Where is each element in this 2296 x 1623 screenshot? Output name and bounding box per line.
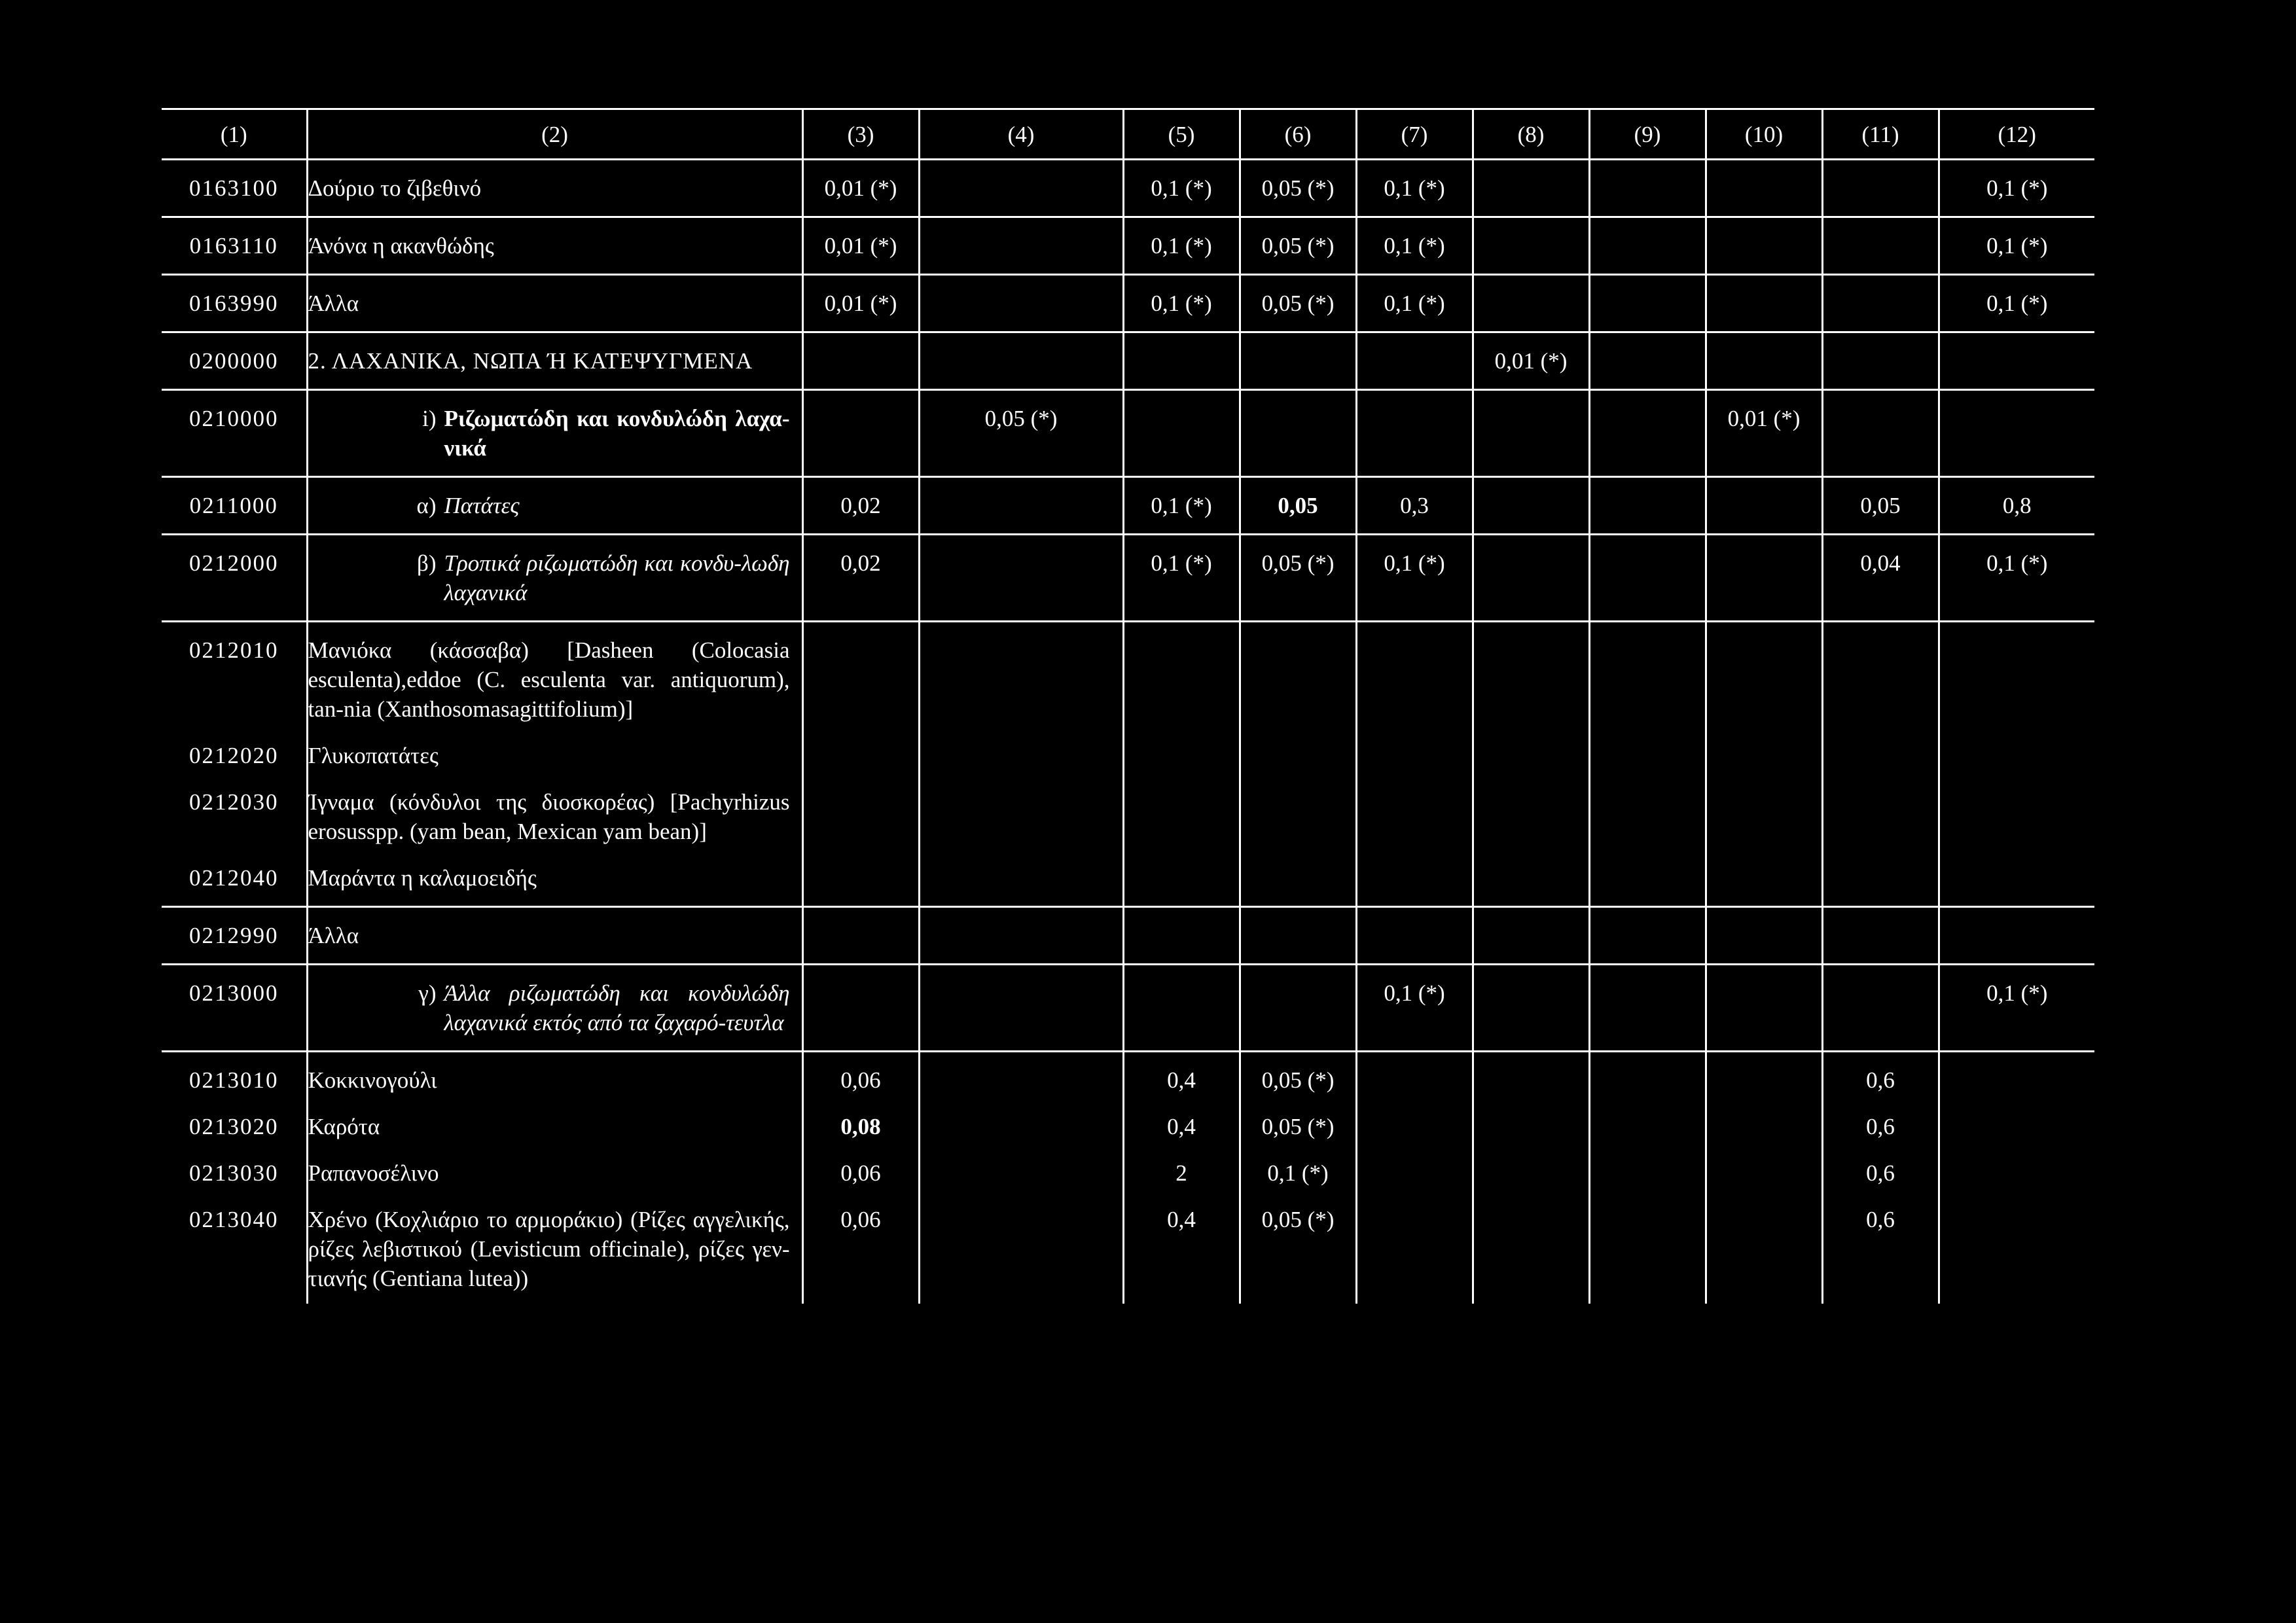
cell-value <box>1822 907 1939 965</box>
cell-value <box>1939 850 2094 907</box>
cell-value <box>1356 907 1473 965</box>
cell-value <box>802 965 919 1052</box>
cell-value: 0,1 (*) <box>1123 275 1240 332</box>
header-row <box>162 109 2094 160</box>
cell-value <box>1240 332 1356 390</box>
row-code: 0213020 <box>189 1114 279 1139</box>
column-header: (8) <box>1473 109 1589 160</box>
cell-value: 0,1 (*) <box>1123 217 1240 275</box>
cell-value: 0,06 <box>802 1192 919 1304</box>
cell-value <box>1822 390 1939 477</box>
cell-value <box>1822 965 1939 1052</box>
cell-value <box>1473 1099 1589 1145</box>
cell-value: 0,6 <box>1822 1145 1939 1192</box>
row-description: Ραπανοσέλινο <box>307 1145 802 1192</box>
table-row <box>162 728 2094 774</box>
cell-value <box>1939 390 2094 477</box>
cell-value <box>1939 907 2094 965</box>
cell-value <box>1589 390 1706 477</box>
cell-value <box>1240 850 1356 907</box>
cell-value: 0,1 (*) <box>1939 275 2094 332</box>
cell-value <box>1589 850 1706 907</box>
row-code: 0212000 <box>162 535 307 622</box>
row-description <box>307 390 802 477</box>
cell-value <box>1123 774 1240 850</box>
cell-value <box>1589 622 1706 728</box>
cell-value: 0,02 <box>802 477 919 535</box>
cell-value <box>1473 850 1589 907</box>
row-code: 0163100 <box>162 160 307 217</box>
table-row <box>162 1145 2094 1192</box>
cell-value <box>1706 1099 1822 1145</box>
cell-value <box>1706 1052 1822 1099</box>
cell-value <box>802 728 919 774</box>
column-header: (5) <box>1123 109 1240 160</box>
cell-value <box>1589 907 1706 965</box>
row-description: Μανιόκα (κάσσαβα) [Dasheen (Colocasia esculenta),eddoe (C. esculenta var. antiquorum), tan-nia (Xanthosomasagittifolium)] <box>307 622 802 728</box>
column-header: (4) <box>919 109 1123 160</box>
cell-value <box>1706 332 1822 390</box>
subsection-title: Ριζωματώδη και κονδυλώδη λαχα-νικά <box>444 406 790 461</box>
cell-value: 0,01 (*) <box>1473 332 1589 390</box>
cell-value <box>1123 622 1240 728</box>
cell-value <box>1356 622 1473 728</box>
section-number: 2. <box>308 348 327 374</box>
cell-value <box>919 850 1123 907</box>
cell-value <box>1939 1099 2094 1145</box>
column-header: (11) <box>1822 109 1939 160</box>
cell-value <box>1939 332 2094 390</box>
cell-value <box>1589 1052 1706 1099</box>
cell-value <box>1123 390 1240 477</box>
cell-value <box>1706 728 1822 774</box>
cell-value: 0,4 <box>1123 1099 1240 1145</box>
cell-value <box>919 160 1123 217</box>
cell-value <box>1822 850 1939 907</box>
cell-value <box>1822 774 1939 850</box>
cell-value <box>1473 965 1589 1052</box>
cell-value <box>1123 850 1240 907</box>
cell-value <box>1706 850 1822 907</box>
cell-value <box>802 774 919 850</box>
cell-value <box>1473 390 1589 477</box>
row-description: Δούριο το ζιβεθινό <box>307 160 802 217</box>
row-code: 0212990 <box>162 907 307 965</box>
cell-value <box>802 907 919 965</box>
cell-value <box>1356 1145 1473 1192</box>
cell-value <box>1123 728 1240 774</box>
cell-value: 0,01 (*) <box>802 275 919 332</box>
cell-value <box>1473 160 1589 217</box>
cell-value <box>1123 965 1240 1052</box>
item-marker: γ) <box>418 980 437 1006</box>
table-row <box>162 622 2094 728</box>
cell-value: 0,1 (*) <box>1939 160 2094 217</box>
cell-value: 0,05 <box>1822 477 1939 535</box>
row-code: 0200000 <box>162 332 307 390</box>
cell-value: 0,05 (*) <box>1240 275 1356 332</box>
cell-value <box>1589 1192 1706 1304</box>
cell-value <box>1939 774 2094 850</box>
cell-value <box>1356 1192 1473 1304</box>
row-description: Κοκκινογούλι <box>307 1052 802 1099</box>
cell-value <box>802 390 919 477</box>
cell-value <box>1473 217 1589 275</box>
table-row <box>162 332 2094 390</box>
cell-value: 0,06 <box>802 1145 919 1192</box>
cell-value <box>1240 728 1356 774</box>
cell-value <box>1706 160 1822 217</box>
cell-value <box>919 1192 1123 1304</box>
cell-value: 0,01 (*) <box>802 160 919 217</box>
cell-value <box>802 622 919 728</box>
cell-value: 0,06 <box>802 1052 919 1099</box>
cell-value <box>1589 535 1706 622</box>
cell-value <box>1123 907 1240 965</box>
cell-value <box>1706 965 1822 1052</box>
column-header: (3) <box>802 109 919 160</box>
column-header: (1) <box>162 109 307 160</box>
cell-value <box>1473 535 1589 622</box>
cell-value: 0,05 (*) <box>1240 217 1356 275</box>
cell-value <box>1706 1145 1822 1192</box>
row-code: 0213040 <box>189 1207 279 1232</box>
cell-value <box>919 1145 1123 1192</box>
cell-value <box>1939 728 2094 774</box>
cell-value <box>919 477 1123 535</box>
cell-value <box>1589 1145 1706 1192</box>
row-code: 0163990 <box>162 275 307 332</box>
cell-value <box>1473 477 1589 535</box>
table-row <box>162 774 2094 850</box>
cell-value <box>1589 217 1706 275</box>
cell-value <box>919 332 1123 390</box>
cell-value <box>1240 907 1356 965</box>
cell-value <box>1706 907 1822 965</box>
row-description <box>307 535 802 622</box>
cell-value <box>1356 728 1473 774</box>
row-code: 0213010 <box>189 1067 279 1093</box>
cell-value: 0,08 <box>802 1099 919 1145</box>
cell-value <box>1939 1192 2094 1304</box>
row-description: Ίγναμα (κόνδυλοι της διοσκορέας) [Pachyrhizus erosusspp. (yam bean, Mexican yam bean)] <box>307 774 802 850</box>
cell-value: 0,02 <box>802 535 919 622</box>
row-code: 0213000 <box>162 965 307 1052</box>
cell-value: 0,1 (*) <box>1123 477 1240 535</box>
cell-value <box>1473 1052 1589 1099</box>
cell-value <box>919 275 1123 332</box>
table-row <box>162 217 2094 275</box>
subsection-marker: i) <box>422 406 437 431</box>
cell-value <box>1822 217 1939 275</box>
cell-value <box>1589 332 1706 390</box>
cell-value: 0,8 <box>1939 477 2094 535</box>
cell-value <box>1589 728 1706 774</box>
cell-value: 2 <box>1123 1145 1240 1192</box>
cell-value <box>919 1099 1123 1145</box>
cell-value <box>1356 850 1473 907</box>
cell-value: 0,04 <box>1822 535 1939 622</box>
cell-value <box>919 217 1123 275</box>
cell-value <box>1706 535 1822 622</box>
cell-value <box>1356 1052 1473 1099</box>
item-marker: α) <box>416 493 437 518</box>
table-row <box>162 535 2094 622</box>
cell-value: 0,3 <box>1356 477 1473 535</box>
row-code: 0212020 <box>189 743 279 768</box>
cell-value <box>1589 160 1706 217</box>
cell-value <box>1706 217 1822 275</box>
cell-value <box>1356 390 1473 477</box>
item-title: Πατάτες <box>444 493 520 518</box>
cell-value <box>802 332 919 390</box>
cell-value: 0,6 <box>1822 1192 1939 1304</box>
item-marker: β) <box>417 550 437 576</box>
cell-value: 0,05 (*) <box>1240 160 1356 217</box>
cell-value <box>1356 332 1473 390</box>
row-description: Άλλα <box>307 275 802 332</box>
column-header: (7) <box>1356 109 1473 160</box>
table-row <box>162 850 2094 907</box>
cell-value <box>1589 965 1706 1052</box>
cell-value: 0,1 (*) <box>1356 160 1473 217</box>
cell-value: 0,1 (*) <box>1939 535 2094 622</box>
cell-value <box>1589 477 1706 535</box>
cell-value <box>1706 774 1822 850</box>
cell-value <box>1822 332 1939 390</box>
row-description <box>307 477 802 535</box>
row-description: Καρότα <box>307 1099 802 1145</box>
cell-value <box>1473 622 1589 728</box>
cell-value <box>919 622 1123 728</box>
cell-value: 0,6 <box>1822 1052 1939 1099</box>
cell-value <box>919 535 1123 622</box>
table-row <box>162 275 2094 332</box>
cell-value <box>1473 774 1589 850</box>
cell-value <box>802 850 919 907</box>
table-row <box>162 1099 2094 1145</box>
cell-value <box>1706 275 1822 332</box>
cell-value <box>1822 160 1939 217</box>
table-row <box>162 477 2094 535</box>
cell-value: 0,05 <box>1240 477 1356 535</box>
cell-value: 0,1 (*) <box>1240 1145 1356 1192</box>
cell-value <box>1822 728 1939 774</box>
row-description: Χρένο (Κοχλιάριο το αρμοράκιο) (Ρίζες αγγελικής, ρίζες λεβιστικού (Levisticum officinale), ρίζες γεν-τιανής (Gentiana lutea)) <box>307 1192 802 1304</box>
cell-value: 0,6 <box>1822 1099 1939 1145</box>
item-title: Άλλα ριζωματώδη και κονδυλώδη λαχανικά εκτός από τα ζαχαρό-τευτλα <box>444 980 790 1035</box>
section-title: ΛΑΧΑΝΙΚΑ, ΝΩΠΑ Ή ΚΑΤΕΨΥΓΜΕΝΑ <box>331 348 753 374</box>
cell-value <box>919 1052 1123 1099</box>
cell-value: 0,05 (*) <box>919 390 1123 477</box>
cell-value: 0,01 (*) <box>1706 390 1822 477</box>
cell-value <box>919 907 1123 965</box>
column-header: (2) <box>307 109 802 160</box>
row-code: 0211000 <box>162 477 307 535</box>
cell-value <box>1939 622 2094 728</box>
cell-value: 0,1 (*) <box>1123 535 1240 622</box>
mrl-table <box>162 108 2094 1304</box>
cell-value: 0,1 (*) <box>1939 965 2094 1052</box>
cell-value: 0,05 (*) <box>1240 535 1356 622</box>
cell-value <box>1822 275 1939 332</box>
table-row <box>162 1052 2094 1099</box>
cell-value: 0,05 (*) <box>1240 1052 1356 1099</box>
cell-value <box>919 965 1123 1052</box>
cell-value <box>1240 622 1356 728</box>
cell-value: 0,1 (*) <box>1356 965 1473 1052</box>
cell-value <box>1706 477 1822 535</box>
cell-value: 0,1 (*) <box>1939 217 2094 275</box>
cell-value <box>1240 390 1356 477</box>
cell-value <box>1123 332 1240 390</box>
cell-value: 0,01 (*) <box>802 217 919 275</box>
cell-value <box>1939 1052 2094 1099</box>
table-row <box>162 160 2094 217</box>
column-header: (6) <box>1240 109 1356 160</box>
item-title: Τροπικά ριζωματώδη και κονδυ-λωδη λαχανικά <box>444 550 790 605</box>
cell-value: 0,05 (*) <box>1240 1099 1356 1145</box>
row-description: Άνόνα η ακανθώδης <box>307 217 802 275</box>
cell-value <box>1473 1192 1589 1304</box>
cell-value: 0,1 (*) <box>1356 275 1473 332</box>
cell-value <box>1473 907 1589 965</box>
cell-value: 0,1 (*) <box>1123 160 1240 217</box>
cell-value <box>1240 965 1356 1052</box>
cell-value: 0,1 (*) <box>1356 535 1473 622</box>
cell-value <box>1473 1145 1589 1192</box>
row-description: Μαράντα η καλαμοειδής <box>307 850 802 907</box>
cell-value <box>1356 774 1473 850</box>
cell-value <box>1589 1099 1706 1145</box>
cell-value <box>1473 728 1589 774</box>
row-code: 0163110 <box>162 217 307 275</box>
cell-value: 0,05 (*) <box>1240 1192 1356 1304</box>
table-row <box>162 965 2094 1052</box>
cell-value <box>1356 1099 1473 1145</box>
column-header: (10) <box>1706 109 1822 160</box>
cell-value: 0,1 (*) <box>1356 217 1473 275</box>
row-code: 0213030 <box>189 1160 279 1186</box>
cell-value: 0,4 <box>1123 1052 1240 1099</box>
cell-value <box>1822 622 1939 728</box>
row-description: Γλυκοπατάτες <box>307 728 802 774</box>
cell-value <box>919 728 1123 774</box>
row-code: 0212040 <box>162 850 307 907</box>
table-row <box>162 907 2094 965</box>
row-code: 0212030 <box>189 789 279 815</box>
cell-value <box>1939 1145 2094 1192</box>
cell-value <box>1589 774 1706 850</box>
cell-value <box>1473 275 1589 332</box>
cell-value <box>919 774 1123 850</box>
cell-value <box>1240 774 1356 850</box>
row-description <box>307 332 802 390</box>
cell-value <box>1706 1192 1822 1304</box>
row-description <box>307 965 802 1052</box>
cell-value <box>1706 622 1822 728</box>
row-description: Άλλα <box>307 907 802 965</box>
column-header: (12) <box>1939 109 2094 160</box>
row-code: 0212010 <box>189 637 279 663</box>
table-row <box>162 390 2094 477</box>
column-header: (9) <box>1589 109 1706 160</box>
cell-value: 0,4 <box>1123 1192 1240 1304</box>
table-row <box>162 1192 2094 1304</box>
cell-value <box>1589 275 1706 332</box>
row-code: 0210000 <box>162 390 307 477</box>
